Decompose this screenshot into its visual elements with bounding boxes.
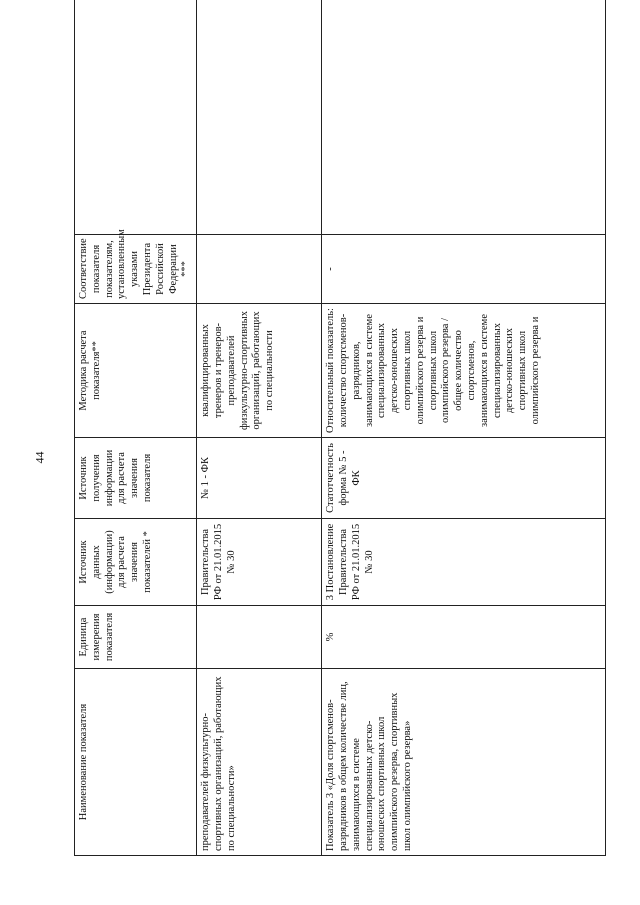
cell-compliance: -	[322, 235, 606, 304]
cell-info-source: № 1 - ФК	[197, 438, 322, 519]
cell-empty	[322, 0, 606, 235]
cell-unit: %	[322, 606, 606, 669]
table-row	[197, 0, 322, 856]
cell-data-source: Правительства РФ от 21.01.2015 № 30	[197, 519, 322, 606]
header-compliance: Соответствие показателя показателям, установленным указами Президента Российской Федерации ***	[75, 235, 197, 304]
cell-indicator-name: преподавателей физкультурно-спортивных организаций, работающих по специальности»	[197, 669, 322, 856]
cell-unit	[197, 606, 322, 669]
table-row	[322, 0, 606, 856]
header-unit: Единица измерения показателя	[75, 606, 197, 669]
header-method: Методика расчета показателя**	[75, 304, 197, 438]
cell-empty	[197, 0, 322, 235]
page-number: 44	[32, 451, 47, 464]
header-info-source: Источник получения информации для расчета значения показателя	[75, 438, 197, 519]
table-header-row	[75, 0, 197, 856]
indicators-table	[74, 0, 606, 856]
cell-indicator-name: Показатель 3 «Доля спортсменов-разрядников в общем количестве лиц, занимающихся в системе специализированных детско-юношеских спортивных школ олимпийского резерва, спортивных школ олимпийского резерва»	[322, 669, 606, 856]
cell-info-source: Статотчетность форма № 5 - ФК	[322, 438, 606, 519]
cell-method: квалифицированных тренеров и тренеров-преподавателей физкультурно-спортивных организаций, работающих по специальности	[197, 304, 322, 438]
header-indicator-name: Наименование показателя	[75, 669, 197, 856]
cell-data-source: 3 Постановление Правительства РФ от 21.01.2015 № 30	[322, 519, 606, 606]
header-data-source: Источник данных (информации) для расчета значения показателей *	[75, 519, 197, 606]
cell-method: Относительный показатель: количество спортсменов-разрядников, занимающихся в системе специализированных детско-юношеских спортивных школ олимпийского резерва и спортивных школ олимпийского резерва / общее количество спортсменов, занимающихся в системе специализированных детско-юношеских спортивных школ олимпийского резерва и	[322, 304, 606, 438]
header-empty	[75, 0, 197, 235]
rotated-table-wrapper	[74, 42, 606, 856]
cell-compliance	[197, 235, 322, 304]
